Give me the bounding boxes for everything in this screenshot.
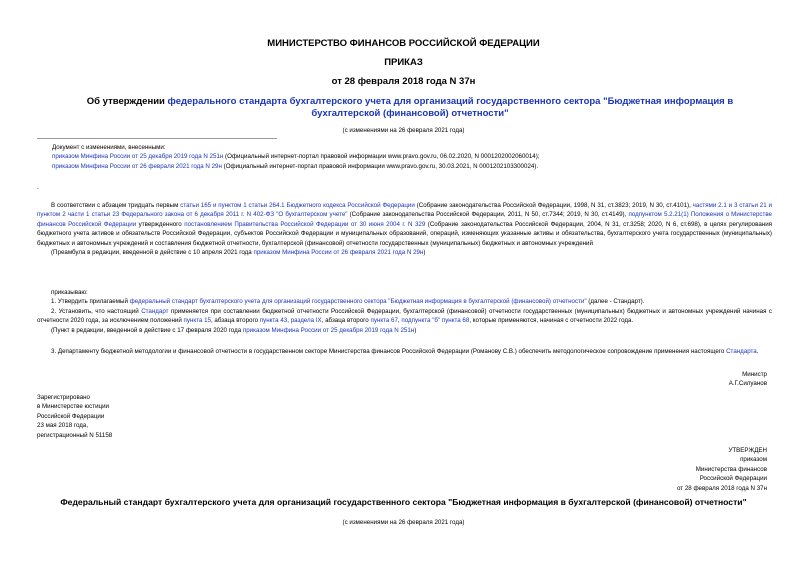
divider [37,138,277,139]
standard-ref-link[interactable]: Стандарта [726,348,757,356]
point-43-link[interactable]: пункта 43 [259,317,288,325]
signature-block [729,370,767,389]
standard-edits-note: (с изменениями на 26 февраля 2021 года) [342,519,465,526]
budget-code-link[interactable]: статьи 165 и пунктом 1 статьи 264.1 Бюджетного кодекса Российской Федерации [180,202,415,209]
order-item-3: 3. Департаменту бюджетной методологии и финансовой отчетности в государственном секторе Министерства финансов Российской Федерации (Романову С.В.) обеспечить методологическое сопровождение применения настоящего Стандарта. [51,348,759,356]
ministry-heading: МИНИСТЕРСТВО ФИНАНСОВ РОССИЙСКОЙ ФЕДЕРАЦИИ [267,38,540,49]
separator-dot: . [37,184,39,191]
point-15-link[interactable]: пункта 15 [183,317,211,325]
standard-short-link[interactable]: Стандарт [141,307,169,315]
preamble-note: (Преамбула в редакции, введенной в действие с 10 апреля 2021 года приказом Минфина России от 26 февраля 2021 года N 29н) [51,249,426,257]
orders-block [37,288,772,356]
point-67-link[interactable]: пункта 67 [370,317,398,325]
preamble-paragraph: В соответствии с абзацем тридцать первым статьи 165 и пунктом 1 статьи 264.1 Бюджетного кодекса Российской Федерации (Собрание законодательства Российской Федерации, 1998, N 31, ст.3823; 2019, N 30, ст.4101), частями 2.1 и 3 статьи 21 и пунктом 2 части 1 статьи 23 Федерального закона от 6 декабря 2011 г. N 402-ФЗ "О бухгалтерском учете" (Собрание законодательства Российской Федерации, 2011, N 50, ст.7344; 2019, N 30, ст.4149), подпунктом 5.2.21(1) Положения о Министерстве финансов Российской Федерации утвержденного постановлением Правительства Российской Федерации от 30 июня 2004 г. N 329 (Собрание законодательства Российской Федерации, 2004, N 31, ст.3258; 2020, N 6, ст.698), в целях регулирования бюджетного учета активов и обязательств Российской Федерации, субъектов Российской Федерации и муниципальных образований, операций, изменяющих указанные активы и обязательства, бухгалтерского учета государственных (муниципальных) бюджетных и автономных учреждений и составления бюджетной отчетности, бухгалтерской (финансовой) отчетности государственных (муниципальных) бюджетных и автономных учреждений [37,202,772,247]
order-item-2-note: (Пункт в редакции, введенной в действие с 17 февраля 2020 года приказом Минфина России от 25 декабря 2019 года N 251н) [51,326,417,334]
standard-title: Федеральный стандарт бухгалтерского учета для организаций государственного сектора "Бюджетная информация в бухгалтерской (финансовой) отчетности" [60,497,747,507]
approved-block: УТВЕРЖДЕН приказом Министерства финансов Российской Федерации от 28 февраля 2018 года N 37н [676,447,767,492]
order-title-link[interactable]: федерального стандарта бухгалтерского учета для организаций государственного сектора "Бюджетная информация в бухгалтерской (финансовой) отчетности" [167,96,734,119]
order-item-1: 1. Утвердить прилагаемый федеральный стандарт бухгалтерского учета для организаций государственного сектора "Бюджетная информация в бухгалтерской (финансовой) отчетности" (далее - Стандарт). [51,298,645,306]
change-link-1[interactable]: приказом Минфина России от 25 декабря 2019 года N 251н [52,153,224,161]
government-decree-link[interactable]: постановлением Правительства Российской Федерации от 30 июня 2004 г. N 329 [184,220,426,228]
law-402-link[interactable]: частями 2.1 и 3 статьи 21 и пунктом 2 части 1 статьи 23 Федерального закона от 6 декабря 2011 г. N 402-ФЗ "О бухгалтерском учете" [37,202,772,219]
order-title [60,96,760,120]
change-link-2[interactable]: приказом Минфина России от 26 февраля 2021 года N 29н [52,162,222,170]
date-number-heading: от 28 февраля 2018 года N 37н [331,76,476,87]
standard-link[interactable]: федеральный стандарт бухгалтерского учета для организаций государственного сектора "Бюджетная информация в бухгалтерской (финансовой) отчетности" [129,298,587,306]
doc-type-heading: ПРИКАЗ [384,57,423,68]
edits-note: (с изменениями на 26 февраля 2021 года) [342,127,465,134]
regulation-link[interactable]: подпунктом 5.2.21(1) Положения о Министерстве финансов Российской Федерации [37,211,772,228]
changes-intro: Документ с изменениями, внесенными: [52,144,166,151]
point-68-link[interactable]: подпункта "б" пункта 68 [401,317,470,325]
order-2-note-link[interactable]: приказом Минфина России от 25 декабря 2019 года N 251н [242,326,415,334]
orders-intro: приказываю: [51,289,88,296]
signature-position: Министр [742,371,767,378]
order-item-2: 2. Установить, что настоящий Стандарт применяется при составлении бюджетной отчетности Российской Федерации, бухгалтерской (финансовой) отчетности государственных (муниципальных) бюджетных и автономных учреждений начиная с отчетности 2020 года, за исключением положений пункта 15, абзаца второго пункта 43, раздела IX, абзаца второго пункта 67, подпункта "б" пункта 68, которые применяются, начиная с отчетности 2022 года. [37,307,773,325]
preamble-block [37,201,772,257]
changes-item-1: приказом Минфина России от 25 декабря 2019 года N 251н (Официальный интернет-портал правовой информации www.pravo.gov.ru, 06.02.2020, N 0001202002060014); [52,153,540,161]
changes-item-2: приказом Минфина России от 26 февраля 2021 года N 29н (Официальный интернет-портал правовой информации www.pravo.gov.ru, 30.03.2021, N 0001202103300024). [52,162,539,170]
order-title-prefix: Об утверждении [86,96,168,107]
section-9-link[interactable]: раздела IX [290,317,322,325]
registration-block: Зарегистрировано в Министерстве юстиции Российской Федерации 23 мая 2018 года, регистрационный N 51158 [37,394,113,439]
changes-block [52,143,772,171]
signature-name: А.Г.Силуанов [728,380,767,388]
preamble-note-link[interactable]: приказом Минфина России от 26 февраля 2021 года N 29н [253,249,424,257]
